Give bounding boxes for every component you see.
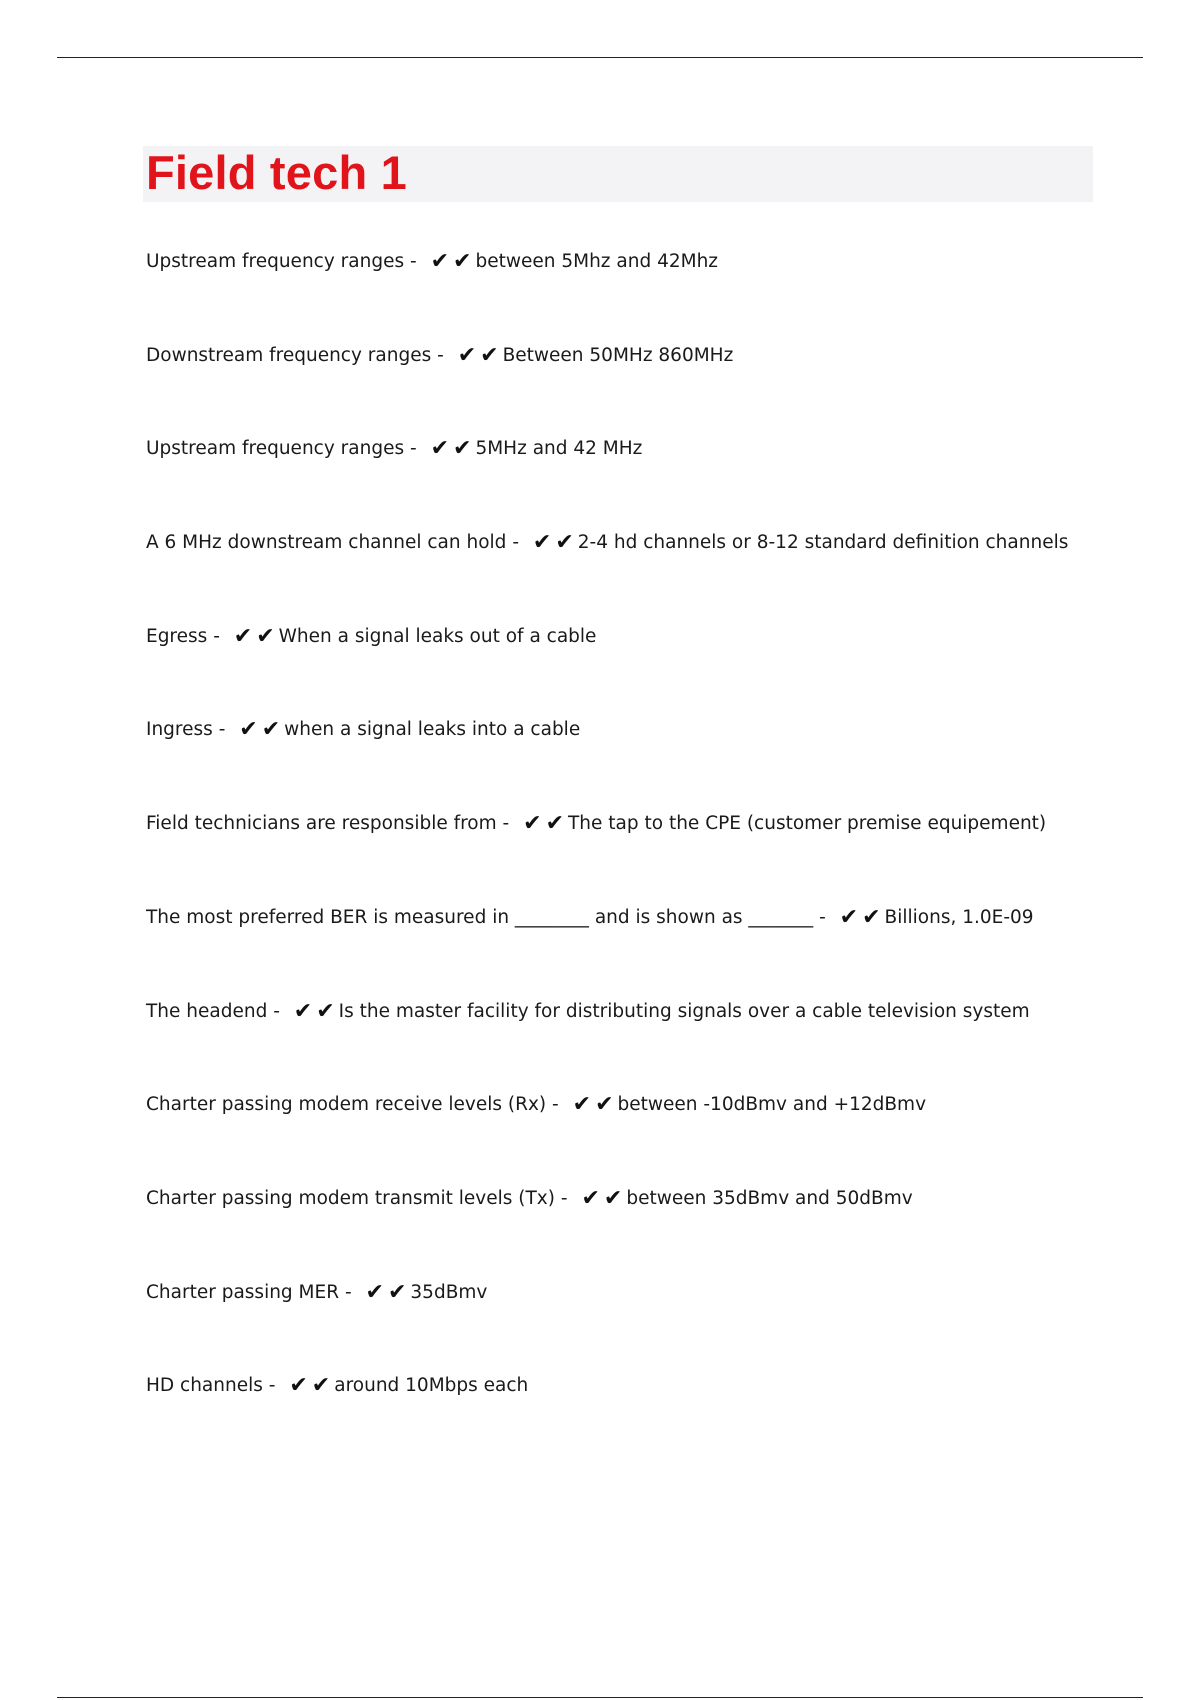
separator: - [213, 625, 220, 647]
question-text: A 6 MHz downstream channel can hold [146, 532, 507, 554]
footer-rule [57, 1697, 1143, 1698]
check-icon: ✔ [293, 998, 313, 1024]
answer-text: Billions, 1.0E-09 [884, 906, 1034, 928]
question-text: Charter passing modem transmit levels (Tx) [146, 1187, 555, 1209]
check-icon: ✔ [480, 342, 499, 368]
check-icon: ✔ [457, 342, 477, 368]
check-icon: ✔ [453, 436, 472, 462]
separator: - [560, 1187, 568, 1209]
question-text: The headend [146, 1000, 268, 1022]
separator: - [552, 1094, 559, 1116]
check-icon: ✔ [233, 623, 253, 649]
answer-text: Between 50MHz 860MHz [502, 344, 734, 366]
separator: - [218, 719, 226, 741]
answer-text: 5MHz and 42 MHz [475, 438, 643, 460]
header-rule [57, 57, 1143, 58]
check-icon: ✔ [555, 530, 574, 556]
check-icon: ✔ [256, 623, 275, 649]
answer-text: between -10dBmv and +12dBmv [617, 1094, 927, 1116]
qa-item [146, 525, 1146, 619]
answer-text: between 35dBmv and 50dBmv [626, 1187, 913, 1209]
check-icon: ✔ [839, 904, 859, 930]
question-text: Charter passing modem receive levels (Rx) [146, 1094, 547, 1116]
separator: - [819, 906, 826, 928]
qa-item [146, 900, 1146, 994]
question-text: Upstream frequency ranges [146, 438, 405, 460]
answer-text: when a signal leaks into a cable [284, 719, 581, 741]
separator: - [268, 1375, 276, 1397]
check-icon: ✔ [595, 1092, 614, 1118]
answer-text: When a signal leaks out of a cable [278, 625, 597, 647]
qa-item [146, 1087, 1146, 1181]
check-icon: ✔ [862, 904, 881, 930]
qa-item [146, 1181, 1146, 1275]
question-text: The most preferred BER is measured in ________ and is shown as _______ [146, 906, 814, 928]
question-text: Charter passing MER [146, 1281, 340, 1303]
qa-item [146, 619, 1146, 713]
separator: - [502, 813, 510, 835]
document-title: Field tech 1 [146, 146, 407, 199]
answer-text: around 10Mbps each [334, 1375, 529, 1397]
check-icon: ✔ [572, 1092, 592, 1118]
check-icon: ✔ [545, 811, 564, 837]
separator: - [344, 1281, 352, 1303]
question-text: Field technicians are responsible from [146, 813, 497, 835]
separator: - [437, 344, 444, 366]
check-icon: ✔ [581, 1185, 600, 1211]
separator: - [512, 532, 519, 554]
check-icon: ✔ [311, 1373, 331, 1399]
qa-item [146, 1368, 1146, 1462]
answer-text: 35dBmv [410, 1281, 488, 1303]
check-icon: ✔ [453, 249, 472, 274]
answer-text: Is the master facility for distributing signals over a cable television system [338, 1000, 1030, 1022]
question-text: Egress [146, 625, 208, 647]
question-text: Ingress [146, 719, 213, 741]
qa-item [146, 806, 1146, 900]
qa-item [146, 1275, 1146, 1369]
qa-list [146, 244, 1146, 1462]
qa-item [146, 994, 1146, 1088]
separator: - [410, 438, 417, 460]
answer-text: between 5Mhz and 42Mhz [475, 251, 719, 272]
qa-item [146, 338, 1146, 432]
check-icon: ✔ [532, 530, 552, 556]
check-icon: ✔ [365, 1279, 384, 1305]
separator: - [273, 1000, 280, 1022]
qa-item [146, 244, 1146, 338]
question-text: HD channels [146, 1375, 263, 1397]
check-icon: ✔ [289, 1373, 308, 1399]
answer-text: The tap to the CPE (customer premise equipement) [568, 813, 1047, 835]
check-icon: ✔ [523, 811, 542, 837]
check-icon: ✔ [430, 436, 450, 462]
qa-item [146, 712, 1146, 806]
qa-item [146, 431, 1146, 525]
separator: - [410, 251, 417, 272]
check-icon: ✔ [261, 717, 281, 743]
question-text: Downstream frequency ranges [146, 344, 432, 366]
check-icon: ✔ [239, 717, 258, 743]
check-icon: ✔ [316, 998, 335, 1024]
question-text: Upstream frequency ranges [146, 251, 405, 272]
check-icon: ✔ [387, 1279, 407, 1305]
check-icon: ✔ [603, 1185, 623, 1211]
check-icon: ✔ [430, 249, 450, 274]
answer-text: 2-4 hd channels or 8-12 standard definition channels [577, 532, 1069, 554]
